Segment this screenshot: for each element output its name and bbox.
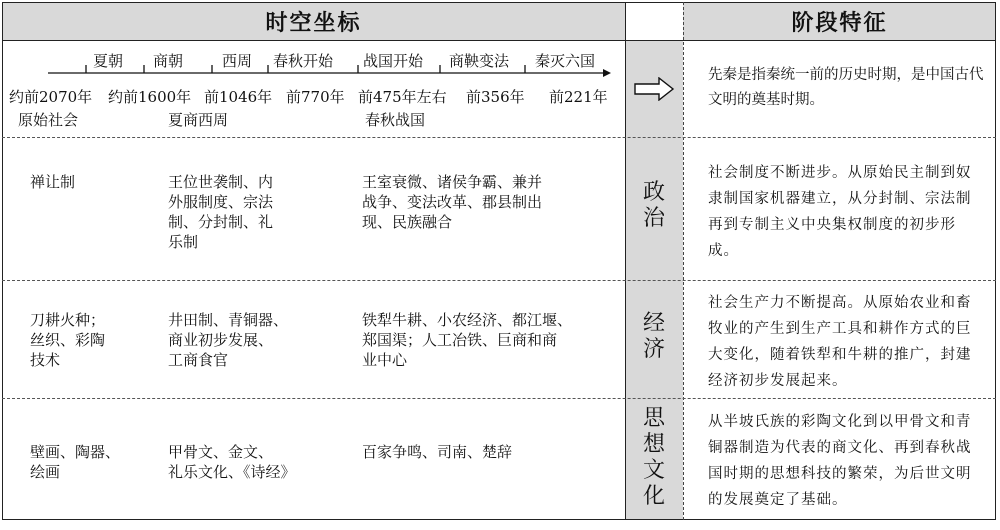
- timeline-event: 春秋开始: [273, 52, 334, 70]
- culture-xia-shang-zhou: [168, 442, 296, 482]
- cell-line: 井田制、青铜器、: [168, 311, 289, 329]
- cell-line: 郑国渠；人工冶铁、巨商和商: [362, 331, 558, 349]
- cell-line: 铁犁牛耕、小农经济、都江堰、: [362, 311, 573, 329]
- politics-summary: 社会制度不断进步。从原始民主制到奴隶制国家机器建立，从分封制、宗法制再到专制主义中央集权制度的初步形成。: [708, 165, 972, 259]
- period-label: 原始社会: [18, 111, 79, 129]
- cell-line: 战争、变法改革、郡县制出: [362, 193, 543, 211]
- row-divider-1: [2, 137, 996, 138]
- economy-primitive: [30, 310, 105, 370]
- timeline-date: 约前1600年: [108, 88, 192, 106]
- politics-spring-autumn: [362, 172, 542, 232]
- cell-line: 外服制度、宗法: [168, 193, 274, 211]
- politics-xia-shang-zhou: [168, 172, 273, 252]
- timeline-event: 夏朝: [93, 52, 124, 70]
- category-label: 政治: [643, 180, 666, 231]
- cell-line: 刀耕火种；: [30, 311, 106, 329]
- divider-mid-right: [683, 2, 684, 520]
- cell-line: 绘画: [30, 463, 61, 481]
- cell-line: 丝织、彩陶: [30, 331, 106, 349]
- timeline-event: 商朝: [153, 52, 184, 70]
- cell-line: 王位世袭制、内: [168, 173, 274, 191]
- timeline-date: 前770年: [286, 88, 345, 106]
- header-left-title: 时空坐标: [265, 10, 362, 36]
- cell-line: 工商食官: [168, 351, 229, 369]
- category-politics: [625, 180, 683, 232]
- period-label: 夏商西周: [168, 111, 229, 129]
- category-label: 思想文化: [643, 406, 666, 509]
- politics-primitive: 禅让制: [30, 173, 76, 191]
- cell-line: 业中心: [362, 351, 408, 369]
- category-label: 经济: [643, 311, 666, 362]
- category-culture: [625, 406, 683, 510]
- timeline-date: 前475年左右: [358, 88, 447, 106]
- cell-line: 百家争鸣、司南、楚辞: [362, 443, 513, 461]
- culture-spring-autumn: [362, 442, 512, 462]
- cell-line: 壁画、陶器、: [30, 443, 121, 461]
- culture-summary: 从半坡氏族的彩陶文化到以甲骨文和青铜器制造为代表的商文化、再到春秋战国时期的思想科技的繁荣，为后世文明的发展奠定了基础。: [708, 414, 972, 508]
- right-arrow-icon: [633, 77, 675, 101]
- row-divider-2: [2, 280, 996, 281]
- timeline-event: 秦灭六国: [535, 52, 596, 70]
- header-right-title: 阶段特征: [791, 10, 888, 36]
- cell-line: 制、分封制、礼: [168, 213, 274, 231]
- cell-line: 技术: [30, 351, 61, 369]
- timeline-event: 西周: [222, 52, 253, 70]
- timeline-date: 约前2070年: [9, 88, 93, 106]
- cell-line: 甲骨文、金文、: [168, 443, 274, 461]
- economy-summary: 社会生产力不断提高。从原始农业和畜牧业的产生到生产工具和耕作方式的巨大变化，随着铁犁和牛耕的推广，封建经济初步发展起来。: [708, 295, 972, 389]
- cell-line: 礼乐文化、《诗经》: [168, 463, 296, 481]
- timeline-date: 前356年: [466, 88, 525, 106]
- cell-line: 乐制: [168, 233, 199, 251]
- timeline-event: 战国开始: [363, 52, 424, 70]
- timeline-date: 前1046年: [204, 88, 273, 106]
- timeline-event: 商鞅变法: [449, 52, 510, 70]
- economy-xia-shang-zhou: [168, 310, 288, 370]
- timeline-arrowhead: [603, 69, 611, 77]
- cell-line: 商业初步发展、: [168, 331, 274, 349]
- culture-primitive: [30, 442, 120, 482]
- timeline-date: 前221年: [549, 88, 608, 106]
- economy-spring-autumn: [362, 310, 572, 370]
- row-divider-3: [2, 398, 996, 399]
- cell-line: 现、民族融合: [362, 213, 453, 231]
- category-economy: [625, 311, 683, 363]
- cell-line: 王室衰微、诸侯争霸、兼并: [362, 173, 543, 191]
- period-label: 春秋战国: [365, 111, 426, 129]
- overview-text: 先秦是指秦统一前的历史时期，是中国古代文明的奠基时期。: [708, 67, 984, 108]
